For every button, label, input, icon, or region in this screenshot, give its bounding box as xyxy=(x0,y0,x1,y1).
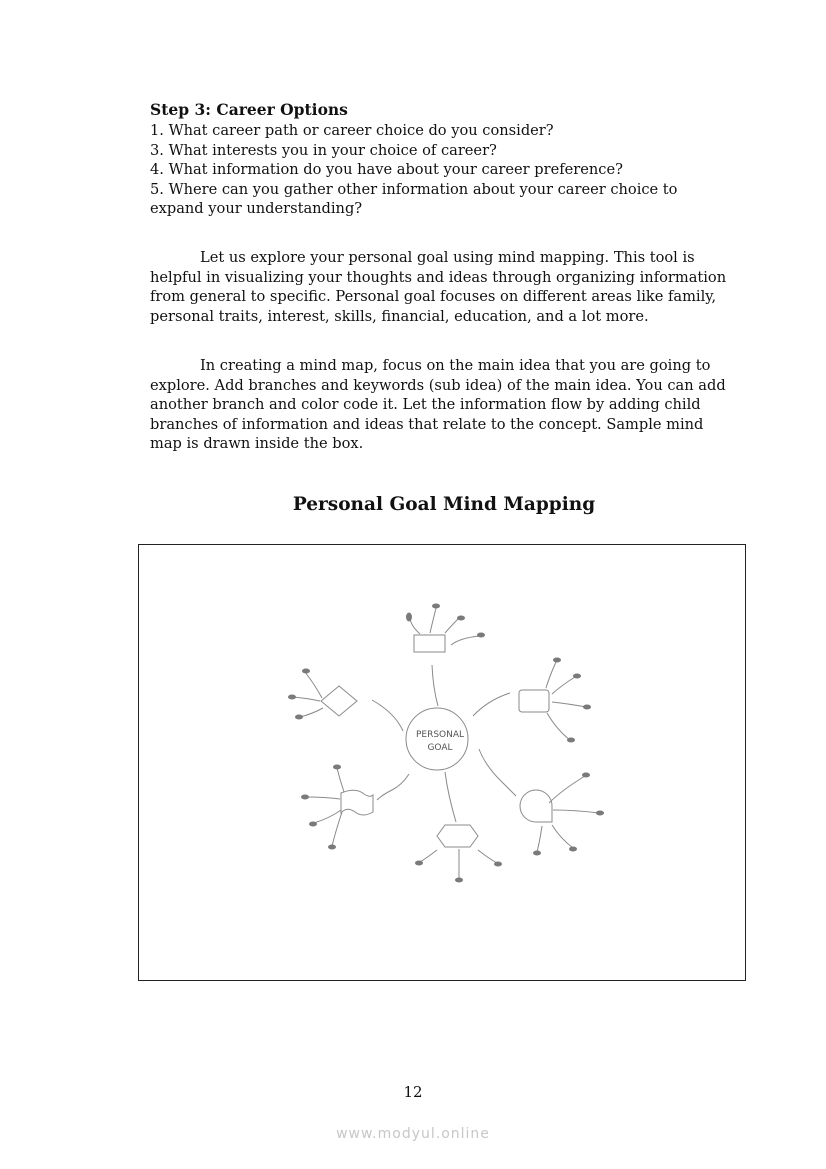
question-item: 4. What information do you have about your career preference? xyxy=(150,161,623,178)
leaf-dot xyxy=(567,738,575,743)
leaf-dot xyxy=(583,705,591,710)
child-line xyxy=(549,776,585,803)
child-line xyxy=(537,826,542,852)
leaf-dot xyxy=(569,847,577,852)
leaf-dot xyxy=(309,822,317,827)
child-line xyxy=(332,812,342,846)
leaf-dot xyxy=(573,674,581,679)
branch-line xyxy=(377,774,409,800)
bottom-hexagon-node xyxy=(437,825,478,847)
right-rect-node xyxy=(519,690,549,712)
question-item: 5. Where can you gather other information about your career choice to expand your understanding? xyxy=(150,180,678,217)
child-line xyxy=(546,662,556,688)
child-line xyxy=(305,672,322,698)
child-line xyxy=(300,708,323,717)
question-item: 1. What career path or career choice do you consider? xyxy=(150,122,554,139)
child-line xyxy=(337,768,344,792)
child-line xyxy=(420,850,437,862)
leaf-dot xyxy=(333,765,341,770)
leaf-dot xyxy=(302,669,310,674)
center-label-line1: PERSONAL xyxy=(415,730,465,740)
child-line xyxy=(451,636,479,645)
leaf-dot xyxy=(494,862,502,867)
watermark: www.modyul.online xyxy=(336,1126,490,1142)
leaf-dot xyxy=(457,616,465,621)
leaf-dot xyxy=(432,604,440,609)
leaf-dot xyxy=(328,845,336,850)
child-line xyxy=(430,608,436,633)
leaf-dot xyxy=(406,613,412,622)
branch-line xyxy=(479,749,516,796)
left-flag-node xyxy=(341,790,373,815)
child-line xyxy=(478,850,497,863)
mind-map-title: Personal Goal Mind Mapping xyxy=(292,494,596,515)
leaf-dot xyxy=(477,633,485,638)
child-line xyxy=(445,619,458,633)
child-line xyxy=(410,617,420,634)
intro-paragraph: Let us explore your personal goal using mind mapping. This tool is helpful in visualizing your thoughts and ideas through organizing information from general to specific. Personal goal focuses on different areas like family, personal traits, interest, skills, financial, education, and a lot more. xyxy=(150,249,727,325)
page-number: 12 xyxy=(403,1083,423,1101)
instructions-paragraph: In creating a mind map, focus on the main idea that you are going to explore. Add branches and keywords (sub idea) of the main idea. You can add another branch and color code it. Let the information flow by adding child branches of information and ideas that relate to the concept. Sample mind map is drawn inside the box. xyxy=(150,357,726,452)
leaf-dot xyxy=(533,851,541,856)
right-drop-node xyxy=(520,790,552,822)
leaf-dot xyxy=(553,658,561,663)
leaf-dot xyxy=(288,695,296,700)
left-diamond-node xyxy=(321,686,357,716)
child-line xyxy=(552,677,575,694)
branch-line xyxy=(372,700,403,731)
child-line xyxy=(547,713,570,740)
child-line xyxy=(553,810,599,813)
leaf-dot xyxy=(295,715,303,720)
branch-line xyxy=(445,772,456,822)
top-rect-node xyxy=(414,635,445,652)
child-line xyxy=(314,810,341,823)
leaf-dot xyxy=(455,878,463,883)
leaf-dot xyxy=(582,773,590,778)
branch-line xyxy=(432,665,438,706)
child-line xyxy=(552,825,573,848)
child-line xyxy=(306,797,340,799)
step-title: Step 3: Career Options xyxy=(150,100,348,119)
question-item: 3. What interests you in your choice of career? xyxy=(150,141,497,159)
leaf-dot xyxy=(301,795,309,800)
leaf-dot xyxy=(596,811,604,816)
branch-line xyxy=(473,693,510,716)
child-line xyxy=(552,702,586,707)
center-label-line2: GOAL xyxy=(427,743,453,753)
child-line xyxy=(292,697,320,701)
leaf-dot xyxy=(415,861,423,866)
